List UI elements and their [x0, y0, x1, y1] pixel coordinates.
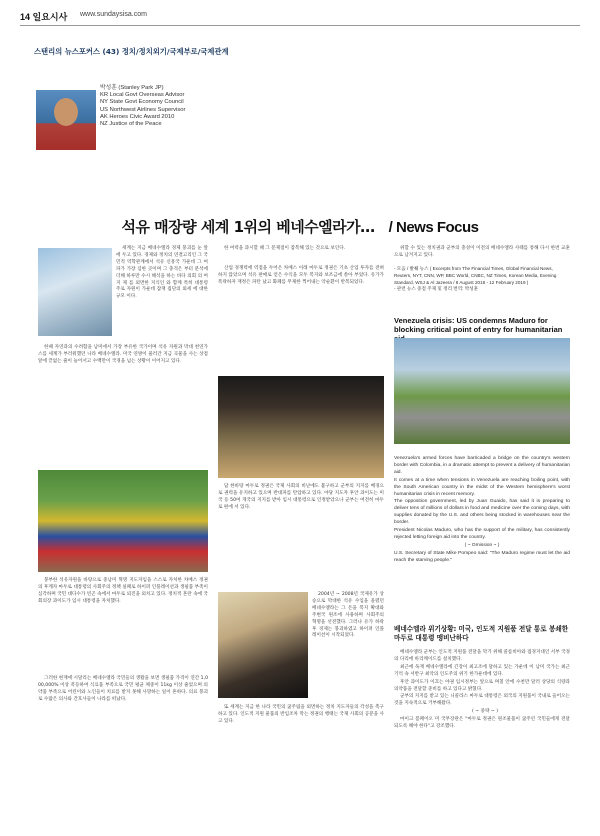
col2-para4: 2004년 ~ 2008년 국제유가 상승으로 막대한 석유 수입을 올렸던 베네수엘라는 그 돈을 복지 확대와 주변국 원조에 사용하며 사회주의 혁명을 선전했다. 그러나 유가 하락 후 경제는 붕괴하였고 하이퍼 인플레이션이 시작되었다. — [312, 592, 384, 639]
col3-english-body: Venezuela's armed forces have barricaded a bridge on the country's western border with Colombia, in a dramatic attempt to prevent a delivery of humanitarian aid. It comes at a time when tensions in Venezuela are reaching boiling point, with the South American country in the midst of the Western hemisphere's worst humanitarian crisis in recent memory. The opposition government, led by Juan Guaido, has said it is preparing to deliver tens of millions of dollars in food and medicine over the coming days, with supplies donated by the U.S. and others being stocked in warehouses near the border. President Nicolas Maduro, who has the support of the military, has consistently rejected letting foreign aid into the country. ( ~ Omission ~ ) U.S. Secretary of State Mike Pompeo said: "The Maduro regime must let the aid reach the starving people." — [394, 456, 570, 563]
author-name: 박성훈 (Stanley Park JP) — [100, 85, 164, 91]
col3-para1: 위할 수 있는 정치권과 군부의 충성이 이전의 베네수엘라 사태를 통해 다시 한번 교훈으로 남겨지고 있다. — [394, 246, 570, 258]
col2-para5: 또 세계는 지금 한 나라 국민의 굶주림을 외면하는 정치 지도자들의 각성을 촉구하고 있다. 인도적 지원 물품의 반입조차 막는 정권의 행태는 국제 사회의 공분을 사고 있다. — [218, 705, 384, 724]
protest-photo — [38, 470, 208, 572]
sources-note: - 모음 / 발췌 뉴스 ( Excerpts from The Financial Times, Global Financial News, Reuters, NYT, CNN, WP, BBC World, CNBC, NZ Times, Korean Media, Evening Standard, WSJ & Al Jazeera / 8 August 2018 - 12 February 2019 ) - 관련 뉴스 중점 주제 및 정리 번역: 박성훈 — [394, 266, 557, 292]
site-url[interactable]: www.sundaysisa.com — [80, 11, 147, 18]
article-headline — [0, 216, 600, 237]
credit-line: NY State Govt Economy Council — [100, 99, 184, 106]
photo-caption-en: Venezuela crisis: US condemns Maduro for blocking critical point of entry for humanitarian — [394, 316, 563, 334]
author-credits — [100, 85, 300, 128]
col2-para3: 담 한바탕 마두로 정권은 국제 사회의 비난에도 불구하고 군부의 지지를 배경으로 권력을 유지하고 있으며 반대파를 탄압하고 있다. 야당 지도자 후안 과이도는 미국 등 50여 개국의 지지를 받아 임시 대통령으로 인정받았으나 군부는 여전히 마두로 편에 서 있다. — [218, 484, 384, 510]
section-title: 스탠리의 뉴스포커스 (43) 정치/정치외기/국제부로/국제관계 — [34, 47, 229, 56]
credit-line: AK Heroes Civic Award 2010 — [100, 113, 175, 120]
author-photo — [36, 90, 96, 150]
headline-tag: / News Focus — [388, 219, 479, 236]
credit-line: KR Local Govt Overseas Advisor — [100, 92, 185, 99]
money-photo — [218, 376, 384, 478]
col1-para2: 한때 자연과의 수려함을 남미에서 가장 부유한 국가이며 석유 자원과 막대 천연가스를 세계가 부러워했던 나라 베네수엘라. 미국 연방이 물러간 지금 곡물을 사는 상점 앞에 끝없는 줄이 늘어서고 수백만이 국경을 넘는 상황이 이어지고 있다. — [38, 345, 208, 364]
page-number: 14 일요시사 — [20, 12, 68, 22]
col2-para2: 산업 경쟁력에 역점을 두어온 차베스 이래 마두로 정권은 기초 산업 투자를 전혀 하지 않았으며 석유 판매로 얻은 수익을 모두 복지와 보조금에 쏟아 부었다. 유가가 폭락하자 재정은 파탄 났고 화폐를 무제한 찍어내는 악순환이 반복되었다. — [218, 266, 384, 285]
photo-caption-ko: 베네수엘라 위기상황: 미국, 인도적 지원품 전달 통로 봉쇄한 마두로 대통령 맹비난하다 — [394, 625, 569, 642]
credit-line: US Northwest Airlines Supervisor — [100, 106, 186, 113]
col1-para3: 붕부한 석유자원을 바탕으로 중남미 혁명 지도자임을 스스로 자처한 차베스 정권의 후계자 마두로 대통령의 사회주의 정책 실패로 하이퍼 인플레이션과 생필품 부족이 심각하며 국민 대다수가 빈곤 속에서 마두로 퇴진을 외치고 있다. 정치적 혼란 속에 국회의장 과이도가 임시 대통령을 자처했다. — [38, 578, 208, 604]
credit-line: NZ Justice of the Peace — [100, 121, 162, 128]
col1-para4: 그러한 현재에 시달리는 베네수엘라 국민들의 생활을 보면 생필품 가격이 연간 1,000,000% 이상 폭등하여 식료품 부족으로 국민 평균 체중이 11kg 이상 줄었으며 의약품 부족으로 어린이와 노인들이 치료를 받지 못해 사망하는 일이 흔하다. 의료 붕괴로 수많은 의사와 간호사들이 나라를 떠났다. — [38, 676, 208, 702]
headline-title: 석유 매장량 세계 1위의 베네수엘라가… — [121, 218, 375, 236]
man-with-money-photo — [218, 592, 308, 698]
col3-korean-body: 베네수엘라 군부는 인도적 지원품 전달을 막기 위해 콜롬비아와 접경지대인 서부 국경의 다리에 바리케이드를 설치했다. 최근에 독재 베네수엘라에 긴장이 최고조에 달하고 있는 가운데 이 남미 국가는 최근 기억 속 서반구 최악의 인도주의 위기 한가운데에 있다. 후안 과이도가 이끄는 야권 임시정부는 앞으로 며칠 안에 수천만 달러 상당의 식량과 의약품을 전달할 준비를 하고 있다고 밝혔다. 군부의 지지를 받고 있는 니콜라스 마두로 대통령은 외국의 지원품이 국내로 들어오는 것을 지속적으로 거부해왔다. ( ~ 중략 ~ ) 마이크 폼페이오 미 국무장관은 "마두로 정권은 원조물품이 굶주린 국민들에게 전달되도록 해야 한다"고 강조했다. — [394, 650, 570, 730]
col2-para1: 한 여력을 과시할 때 그 문제점이 잠복해 있는 것으로 보인다. — [224, 246, 346, 251]
header-rule — [20, 25, 580, 26]
map-image — [38, 248, 112, 336]
bridge-photo — [394, 338, 570, 444]
col1-para1: 세계는 지금 베네수엘라 경제 붕괴를 눈 앞에 두고 있다. 경제와 정치의 연결고리인 그 국민적 역학관계에서 석유 신흥국 가운데 그 여파가 가장 심한 곳이며 그 충격은 부터 분석에 더해 하루만 수시 해석을 하는 바다 의회 의 여지 제 를 외면한 지식인 와 함께 특히 대통령 주로 자원이 가운데 잠재 집단의 외세 에 대한 규모 이다. — [116, 246, 208, 300]
